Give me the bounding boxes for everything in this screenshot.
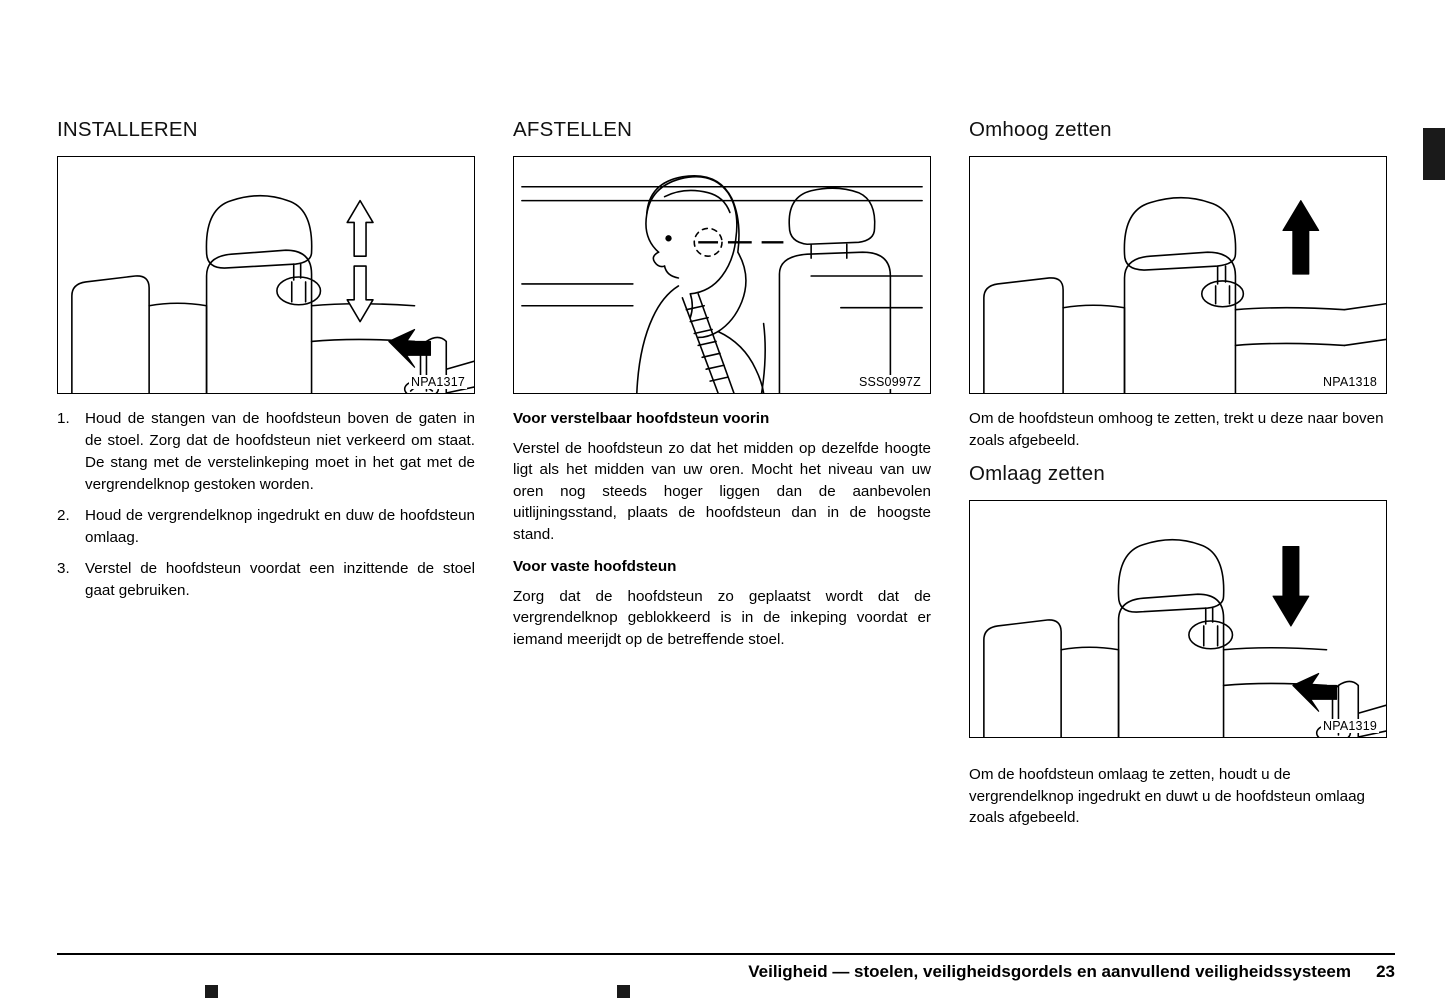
figure-code-npa1319: NPA1319 — [1323, 719, 1377, 733]
figure-code-npa1318: NPA1318 — [1323, 375, 1377, 389]
step-number: 2. — [57, 507, 70, 524]
figure-code-sss0997z: SSS0997Z — [858, 375, 921, 389]
headrest-lower-illustration — [970, 501, 1386, 737]
footer-section-title: Veiligheid — stoelen, veiligheidsgordels en aanvullend veiligheidssysteem — [748, 962, 1351, 981]
paragraph-verstelbaar: Verstel de hoofdsteun zo dat het midden op dezelfde hoogte ligt als het midden van uw oren. Mocht het niveau van uw oren nog steeds hoger liggen dan de aanbevolen uitlijningsstand, plaats de hoofdsteun dan in de hoogste stand. — [513, 439, 931, 543]
page-footer — [57, 953, 1395, 982]
subheading-vast: Voor vaste hoofdsteun — [513, 558, 677, 575]
page-number: 23 — [1376, 962, 1395, 981]
paragraph-omlaag: Om de hoofdsteun omlaag te zetten, houdt u de vergrendelknop ingedrukt en duwt u de hoofdsteun omlaag zoals afgebeeld. — [969, 766, 1365, 826]
column-omhoog-omlaag — [969, 118, 1387, 840]
heading-afstellen: AFSTELLEN — [513, 118, 633, 141]
page-edge-tab — [1423, 128, 1445, 180]
installeren-steps — [57, 408, 475, 602]
heading-omhoog-zetten: Omhoog zetten — [969, 118, 1112, 141]
column-installeren — [57, 118, 475, 840]
step-text: Houd de vergrendelknop ingedrukt en duw de hoofdsteun omlaag. — [85, 507, 475, 546]
heading-omlaag-zetten: Omlaag zetten — [969, 462, 1105, 485]
content-columns — [57, 118, 1387, 840]
paragraph-vast: Zorg dat de hoofdsteun zo geplaatst wordt dat de vergrendelknop geblokkeerd is in de inkeping voordat er iemand meerijdt op de betreffende stoel. — [513, 587, 931, 648]
step-number: 3. — [57, 560, 70, 577]
list-item — [57, 408, 475, 496]
headrest-raise-illustration — [970, 157, 1386, 393]
figure-headrest-lower — [969, 500, 1387, 738]
list-item — [57, 558, 475, 602]
figure-headrest-adjust — [513, 156, 931, 394]
column-afstellen — [513, 118, 931, 840]
step-text: Verstel de hoofdsteun voordat een inzittende de stoel gaat gebruiken. — [85, 560, 475, 599]
paragraph-omhoog: Om de hoofdsteun omhoog te zetten, trekt u deze naar boven zoals afgebeeld. — [969, 410, 1384, 449]
headrest-adjust-occupant-illustration — [514, 157, 930, 393]
figure-code-npa1317: NPA1317 — [411, 375, 465, 389]
crop-mark-left — [205, 985, 218, 998]
heading-installeren: INSTALLEREN — [57, 118, 198, 141]
headrest-install-illustration — [58, 157, 474, 393]
list-item — [57, 505, 475, 549]
figure-headrest-raise — [969, 156, 1387, 394]
crop-mark-middle — [617, 985, 630, 998]
figure-headrest-install — [57, 156, 475, 394]
subheading-verstelbaar: Voor verstelbaar hoofdsteun voorin — [513, 410, 770, 427]
step-number: 1. — [57, 410, 70, 427]
step-text: Houd de stangen van de hoofdsteun boven de gaten in de stoel. Zorg dat de hoofdsteun niet verkeerd om staat. De stang met de verstelinkeping moet in het gat met de vergrendelknop gestoken worden. — [85, 410, 475, 493]
